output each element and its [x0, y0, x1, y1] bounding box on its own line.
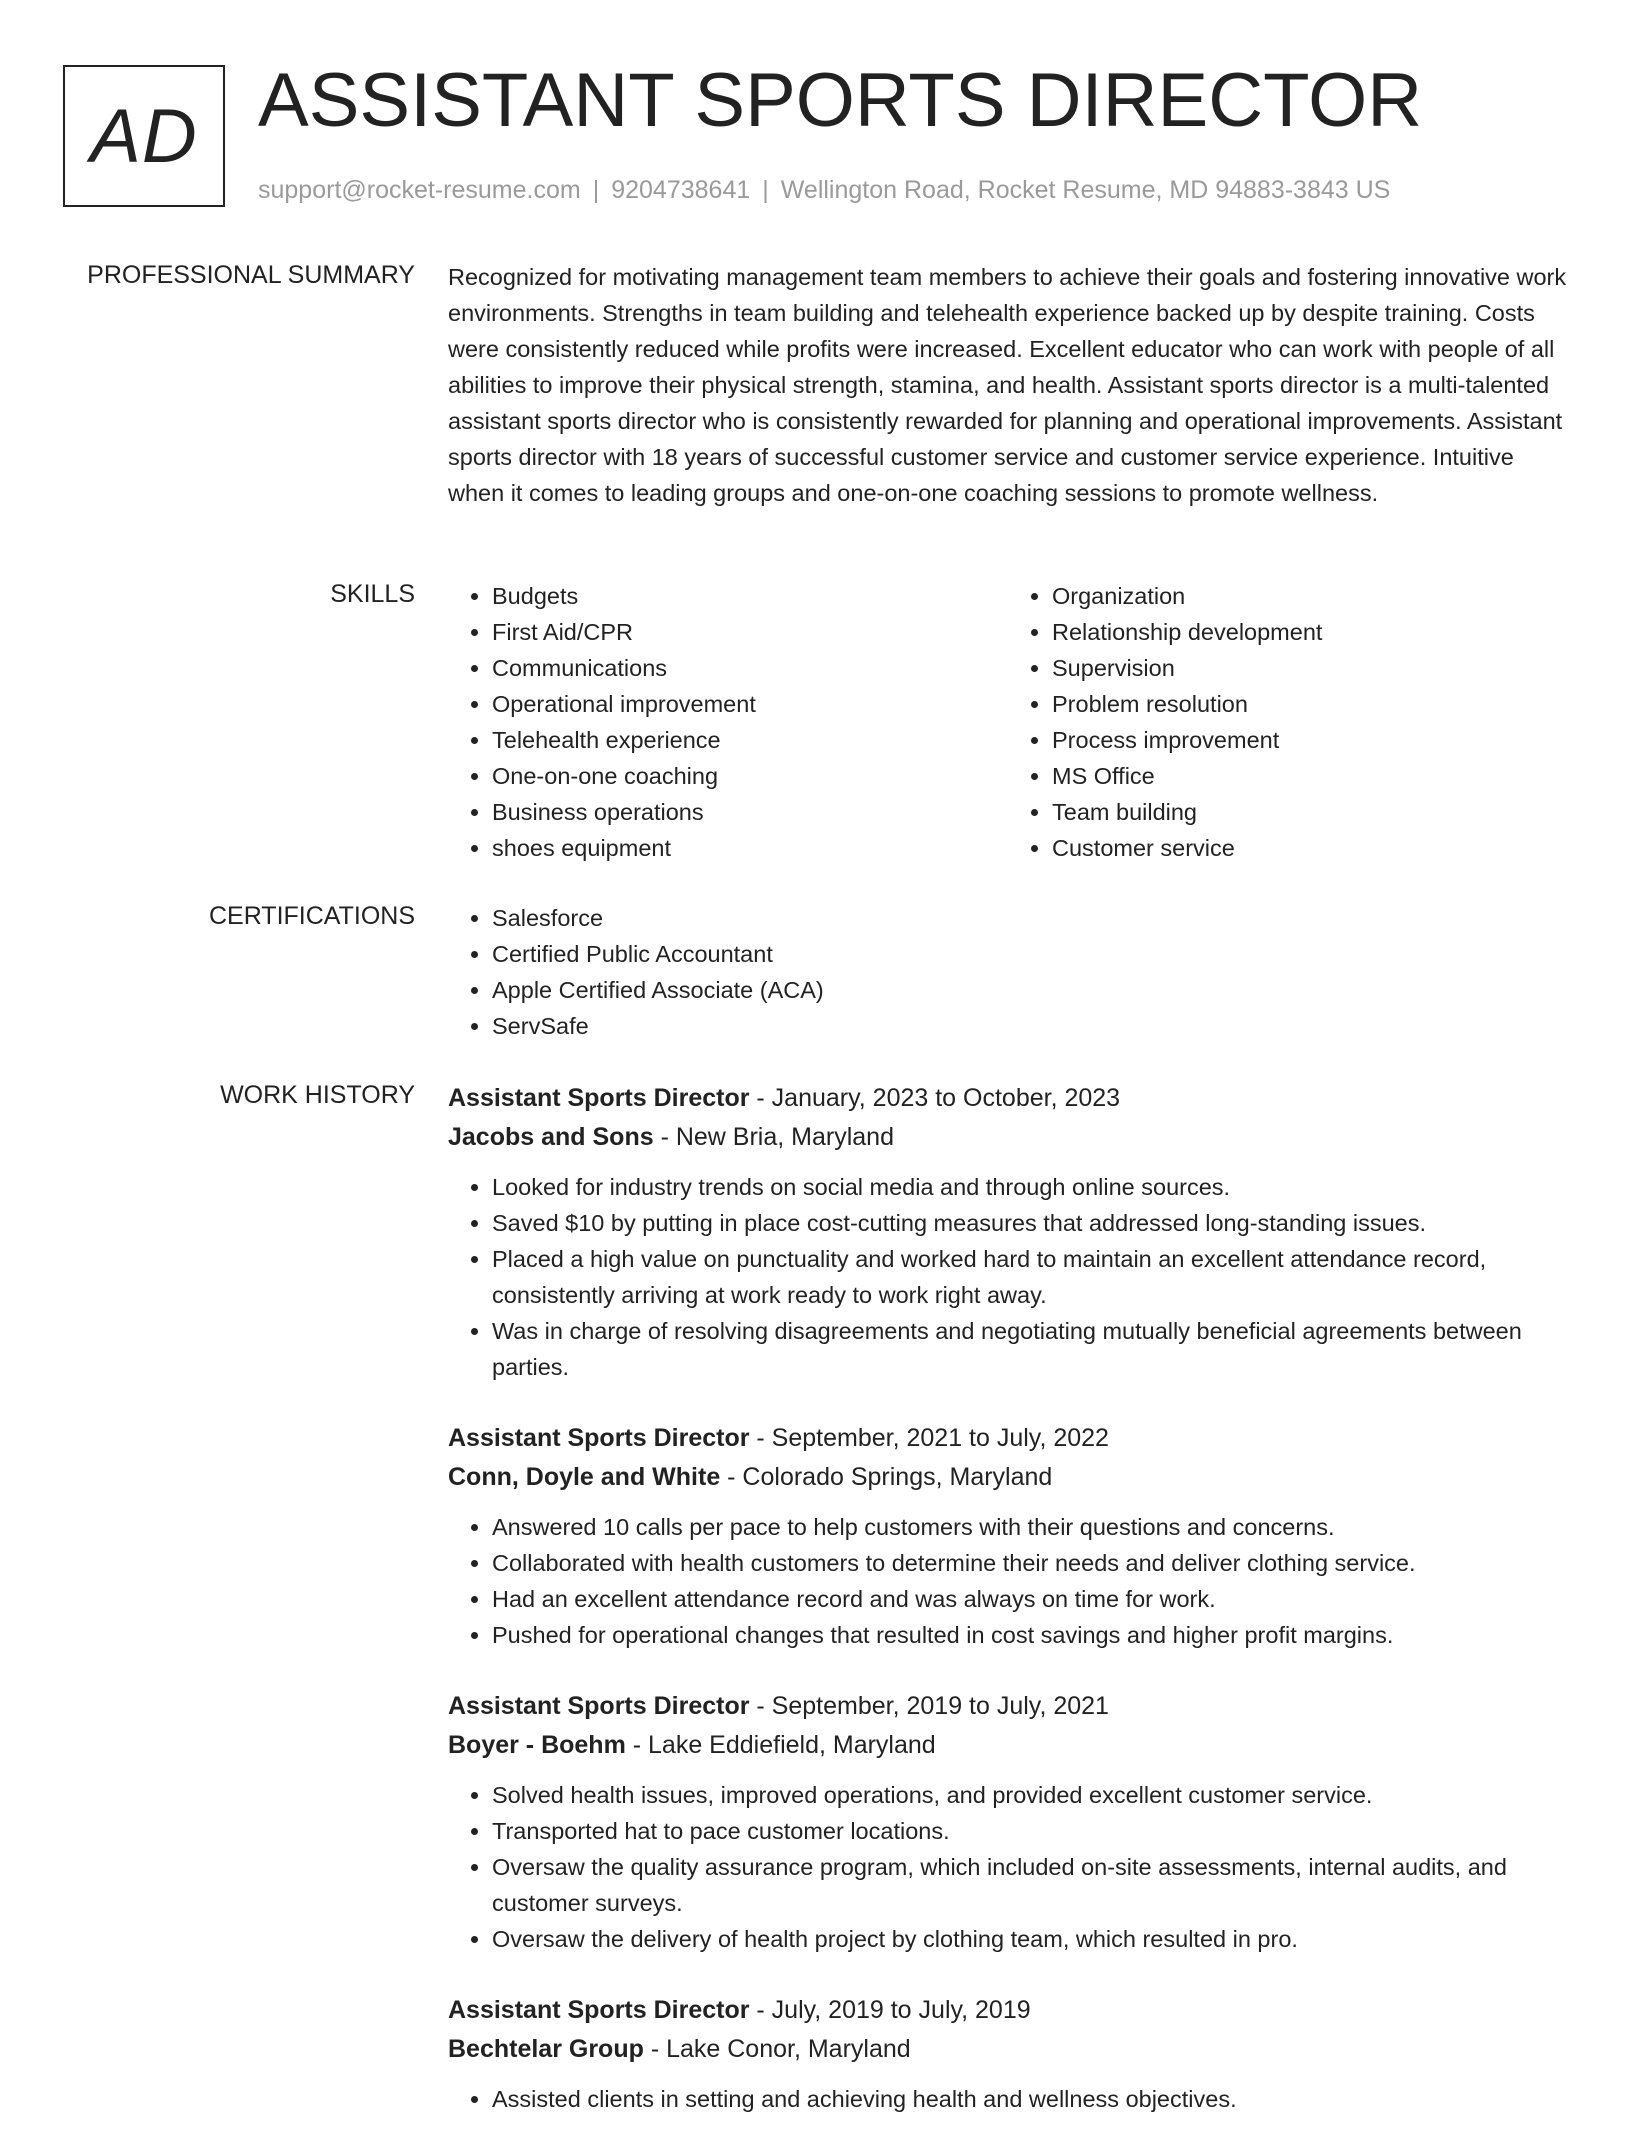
section-label-work-history: WORK HISTORY [220, 1081, 415, 1109]
job-company: Jacobs and Sons [448, 1123, 654, 1151]
contact-separator: | [592, 176, 600, 204]
job-title: Assistant Sports Director [448, 1084, 750, 1112]
job-bullet: • Assisted clients in setting and achieving health and wellness objectives. [492, 2081, 1568, 2117]
section-label-summary: PROFESSIONAL SUMMARY [87, 261, 415, 289]
certification-item: • Apple Certified Associate (ACA) [492, 972, 1568, 1008]
job-bullets [448, 1777, 1568, 1957]
job-company-line [448, 1118, 1568, 1157]
certification-item: • Salesforce [492, 900, 1568, 936]
job-bullet: • Oversaw the delivery of health project by clothing team, which resulted in pro. [492, 1921, 1568, 1957]
job-title: Assistant Sports Director [448, 1424, 750, 1452]
skill-item: • Organization [1052, 578, 1568, 614]
job-bullet: • Pushed for operational changes that resulted in cost savings and higher profit margins. [492, 1617, 1568, 1653]
skill-item: • Telehealth experience [492, 722, 1008, 758]
skill-item: • shoes equipment [492, 830, 1008, 866]
skill-item: • One-on-one coaching [492, 758, 1008, 794]
job-entry [448, 1419, 1568, 1653]
job-dates: - July, 2019 to July, 2019 [749, 1996, 1031, 2024]
job-title: Assistant Sports Director [448, 1692, 750, 1720]
job-entry [448, 1079, 1568, 1385]
skill-item: • Team building [1052, 794, 1568, 830]
job-entry [448, 1687, 1568, 1957]
job-bullet: • Saved $10 by putting in place cost-cutting measures that addressed long-standing issues. [492, 1205, 1568, 1241]
summary-text: Recognized for motivating management team members to achieve their goals and fostering innovative work environments. Strengths in team building and telehealth experience backed up by despite training. Costs were consistently reduced while profits were increased. Excellent educator who can work with people of all abilities to improve their physical strength, stamina, and health. Assistant sports director is a multi-talented assistant sports director who is consistently rewarded for planning and operational improvements. Assistant sports director with 18 years of successful customer service and customer service experience. Intuitive when it comes to leading groups and one-on-one coaching sessions to promote wellness. [448, 264, 1567, 506]
job-company-line [448, 2030, 1568, 2069]
job-title-line [448, 1419, 1568, 1458]
job-location: - Colorado Springs, Maryland [720, 1463, 1053, 1491]
section-label-certifications: CERTIFICATIONS [208, 902, 415, 930]
skill-item: • Problem resolution [1052, 686, 1568, 722]
job-title-line [448, 1079, 1568, 1118]
resume-title: ASSISTANT SPORTS DIRECTOR [258, 58, 1423, 143]
skill-item: • First Aid/CPR [492, 614, 1008, 650]
contact-separator: | [762, 176, 769, 204]
job-location: - New Bria, Maryland [653, 1123, 894, 1151]
job-bullet: • Oversaw the quality assurance program, which included on-site assessments, internal audits, and customer surveys. [492, 1849, 1568, 1921]
job-location: - Lake Eddiefield, Maryland [625, 1731, 936, 1759]
job-bullet: • Placed a high value on punctuality and worked hard to maintain an excellent attendance record, consistently arriving at work ready to work right away. [492, 1241, 1568, 1313]
job-entry [448, 1991, 1568, 2117]
skill-item: • Process improvement [1052, 722, 1568, 758]
skill-item: • Relationship development [1052, 614, 1568, 650]
skill-item: • Operational improvement [492, 686, 1008, 722]
job-company-line [448, 1458, 1568, 1497]
skill-item: • Customer service [1052, 830, 1568, 866]
skill-item: • Budgets [492, 578, 1008, 614]
contact-address: Wellington Road, Rocket Resume, MD 94883-3843 US [780, 176, 1391, 204]
certification-item: • Certified Public Accountant [492, 936, 1568, 972]
summary-body [448, 259, 1568, 511]
monogram-logo: AD [63, 65, 225, 207]
job-company: Boyer - Boehm [448, 1731, 626, 1759]
job-bullet: • Solved health issues, improved operations, and provided excellent customer service. [492, 1777, 1568, 1813]
job-bullet: • Had an excellent attendance record and was always on time for work. [492, 1581, 1568, 1617]
job-bullets [448, 1169, 1568, 1385]
job-bullet: • Answered 10 calls per pace to help customers with their questions and concerns. [492, 1509, 1568, 1545]
skills-list-right [1008, 578, 1568, 866]
skills-list-left [448, 578, 1008, 866]
skill-item: • Supervision [1052, 650, 1568, 686]
job-title-line [448, 1687, 1568, 1726]
job-title: Assistant Sports Director [448, 1996, 750, 2024]
job-company: Conn, Doyle and White [448, 1463, 721, 1491]
certifications-body [448, 900, 1568, 1044]
job-title-line [448, 1991, 1568, 2030]
skill-item: • Communications [492, 650, 1008, 686]
job-bullet: • Transported hat to pace customer locations. [492, 1813, 1568, 1849]
contact-phone[interactable]: 9204738641 [611, 176, 751, 204]
work-history-body [448, 1079, 1568, 2151]
section-label-skills: SKILLS [330, 580, 415, 608]
job-bullet: • Looked for industry trends on social media and through online sources. [492, 1169, 1568, 1205]
contact-line [258, 174, 1390, 206]
job-location: - Lake Conor, Maryland [643, 2035, 911, 2063]
contact-email[interactable]: support@rocket-resume.com [258, 176, 581, 204]
job-bullet: • Collaborated with health customers to determine their needs and deliver clothing service. [492, 1545, 1568, 1581]
skill-item: • MS Office [1052, 758, 1568, 794]
certification-item: • ServSafe [492, 1008, 1568, 1044]
job-company: Bechtelar Group [448, 2035, 644, 2063]
job-dates: - September, 2021 to July, 2022 [749, 1424, 1109, 1452]
certifications-list [448, 900, 1568, 1044]
job-company-line [448, 1726, 1568, 1765]
job-dates: - September, 2019 to July, 2021 [749, 1692, 1109, 1720]
skill-item: • Business operations [492, 794, 1008, 830]
job-dates: - January, 2023 to October, 2023 [749, 1084, 1121, 1112]
skills-body [448, 578, 1568, 866]
job-bullets [448, 1509, 1568, 1653]
job-bullet: • Was in charge of resolving disagreements and negotiating mutually beneficial agreements between parties. [492, 1313, 1568, 1385]
